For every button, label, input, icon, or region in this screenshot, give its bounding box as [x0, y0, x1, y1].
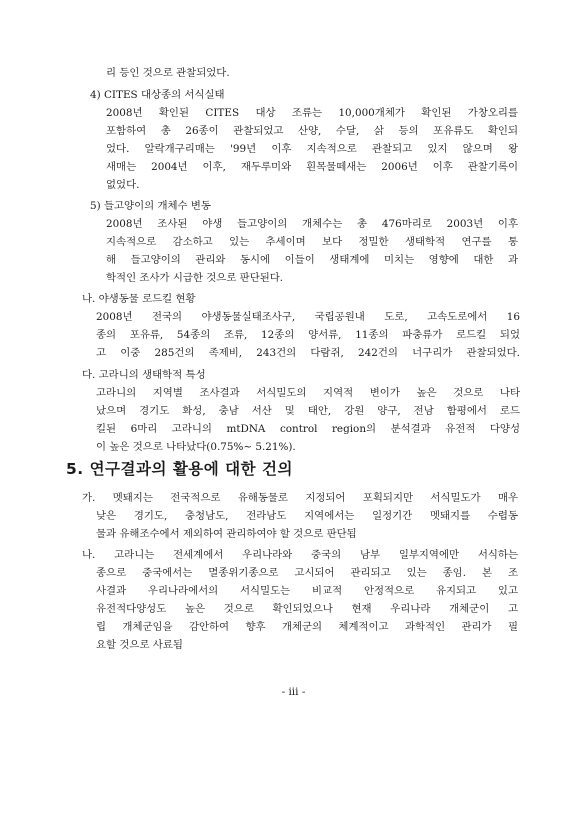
text-line: 가. 멧돼지는 전국적으로 유해동물로 지정되어 포획되지만 서식밀도가 매우 [82, 492, 518, 504]
text-line: 었다. 알락개구리매는 '99년 이후 지속적으로 관찰되고 있지 않으며 왕 [106, 143, 518, 155]
text-line: 고라니의 지역별 조사결과 서식밀도의 지역적 변이가 높은 것으로 나타 [96, 387, 520, 399]
text-line: 킬된 6마리 고라니의 mtDNA control region의 분석결과 유전적 다양성 [96, 423, 520, 435]
text-line: 종의 포유류, 54종의 조류, 12종의 양서류, 11종의 파충류가 로드킬 되었 [96, 329, 520, 341]
text-line: 리 등인 것으로 관찰되었다. [106, 67, 230, 79]
text-line: 사결과 우리나라에서의 서식밀도는 비교적 안정적으로 유지되고 있고 [96, 585, 518, 597]
text-line: 났으며 경기도 화성, 충남 서산 및 태안, 강원 양구, 전남 함평에서 로드 [96, 405, 520, 417]
text-line: 나. 고라니는 전세계에서 우리나라와 중국의 남부 일부지역에만 서식하는 [82, 549, 518, 561]
text-line: 요할 것으로 사료됨 [96, 639, 183, 651]
text-line: 이 높은 것으로 나타났다(0.75%~ 5.21%). [96, 441, 296, 453]
section-heading: 5. 연구결과의 활용에 대한 건의 [66, 460, 293, 478]
text-line: 학적인 조사가 시급한 것으로 판단된다. [106, 272, 284, 284]
text-line: 립 개체군임을 감안하여 향후 개체군의 체계적이고 과학적인 관리가 필 [96, 621, 518, 633]
text-line: 포함하여 총 26종이 관찰되었고 산양, 수달, 삵 등의 포유류도 확인되 [106, 125, 518, 137]
page-number: - iii - [281, 686, 306, 698]
text-line: 새매는 2004년 이후, 재두루미와 흰목물떼새는 2006년 이후 관찰기록이 [106, 161, 518, 173]
section-4-title: 4) CITES 대상종의 서식실태 [90, 89, 225, 101]
text-line: 2008년 확인된 CITES 대상 조류는 10,000개체가 확인된 가창오리를 [106, 107, 518, 119]
text-line: 2008년 전국의 야생동물실태조사구, 국립공원내 도로, 고속도로에서 16 [96, 311, 520, 323]
text-line: 없었다. [106, 179, 140, 191]
text-line: 물과 유해조수에서 제외하여 관리하여야 할 것으로 판단됨 [96, 528, 357, 540]
section-da-title: 다. 고라니의 생태학적 특성 [82, 369, 206, 381]
text-line: 종으로 중국에서는 멸종위기종으로 고시되어 관리되고 있는 종임. 본 조 [96, 567, 518, 579]
text-line: 2008년 조사된 야생 들고양이의 개체수는 총 476마리로 2003년 이후 [106, 218, 518, 230]
text-line: 지속적으로 감소하고 있는 추세이며 보다 정밀한 생태학적 연구를 통 [106, 236, 518, 248]
text-line: 고 이중 285건의 족제비, 243건의 다람쥐, 242건의 너구리가 관찰되었다. [96, 347, 520, 359]
text-line: 낮은 경기도, 충청남도, 전라남도 지역에서는 일정기간 멧돼지를 수렵동 [96, 510, 518, 522]
text-line: 해 들고양이의 관리와 동시에 이들이 생태계에 미치는 영향에 대한 과 [106, 254, 518, 266]
section-na-title: 나. 야생동물 로드킬 현황 [82, 293, 196, 305]
text-line: 유전적다양성도 높은 것으로 확인되었으나 현재 우리나라 개체군이 고 [96, 603, 518, 615]
section-5-title: 5) 들고양이의 개체수 변동 [90, 200, 211, 212]
